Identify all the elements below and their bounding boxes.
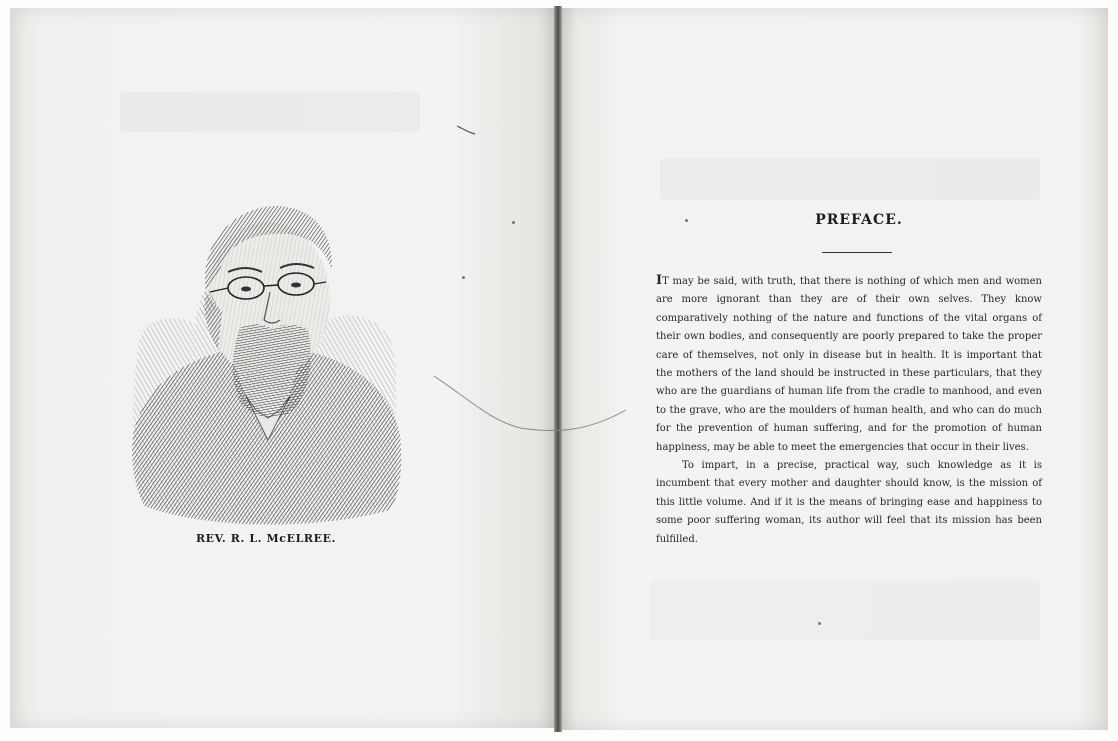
paragraph-text: T may be said, with truth, that there is nothing of which men and women are more ignorant than they are of their own selves. They know comparatively nothing of the nature and functions of the vital organs of their own bodies, and consequently are poorly prepared to take the proper care of themselves, not only in disease but in health. It is important that the mothers of the land should be instructed in these particulars, that they who are the guardians of human life from the cradle to manhood, and even to the grave, who are the moulders of human health, and who can do much for the prevention of human suffering, and for the promotion of human happiness, may be able to meet the emergencies that occur in their lives. — [656, 276, 1042, 453]
drop-cap: I — [656, 273, 663, 288]
bleed-through-shadow — [650, 580, 1040, 640]
bleed-through-shadow — [120, 92, 420, 132]
paper-speck — [818, 622, 821, 625]
bleed-through-shadow — [660, 158, 1040, 200]
paper-tick-mark — [455, 124, 479, 138]
preface-body — [656, 272, 1042, 549]
paragraph-text: To impart, in a precise, practical way, such knowledge as it is incumbent that every mother and daughter should know, is the mission of this little volume. And if it is the means of bringing ease and happiness to some poor suffering woman, its author will feel that its mission has been fulfilled. — [656, 460, 1042, 545]
preface-paragraph — [656, 457, 1042, 549]
preface-paragraph — [656, 272, 1042, 457]
book-gutter — [554, 6, 562, 732]
paper-crease-mark — [430, 370, 630, 440]
portrait-engraving — [128, 200, 404, 526]
paper-speck — [685, 219, 688, 222]
title-divider — [822, 252, 892, 253]
portrait-caption: REV. R. L. McELREE. — [195, 532, 337, 545]
paper-speck — [512, 221, 515, 224]
paper-speck — [462, 276, 465, 279]
page-title: PREFACE. — [815, 212, 903, 228]
